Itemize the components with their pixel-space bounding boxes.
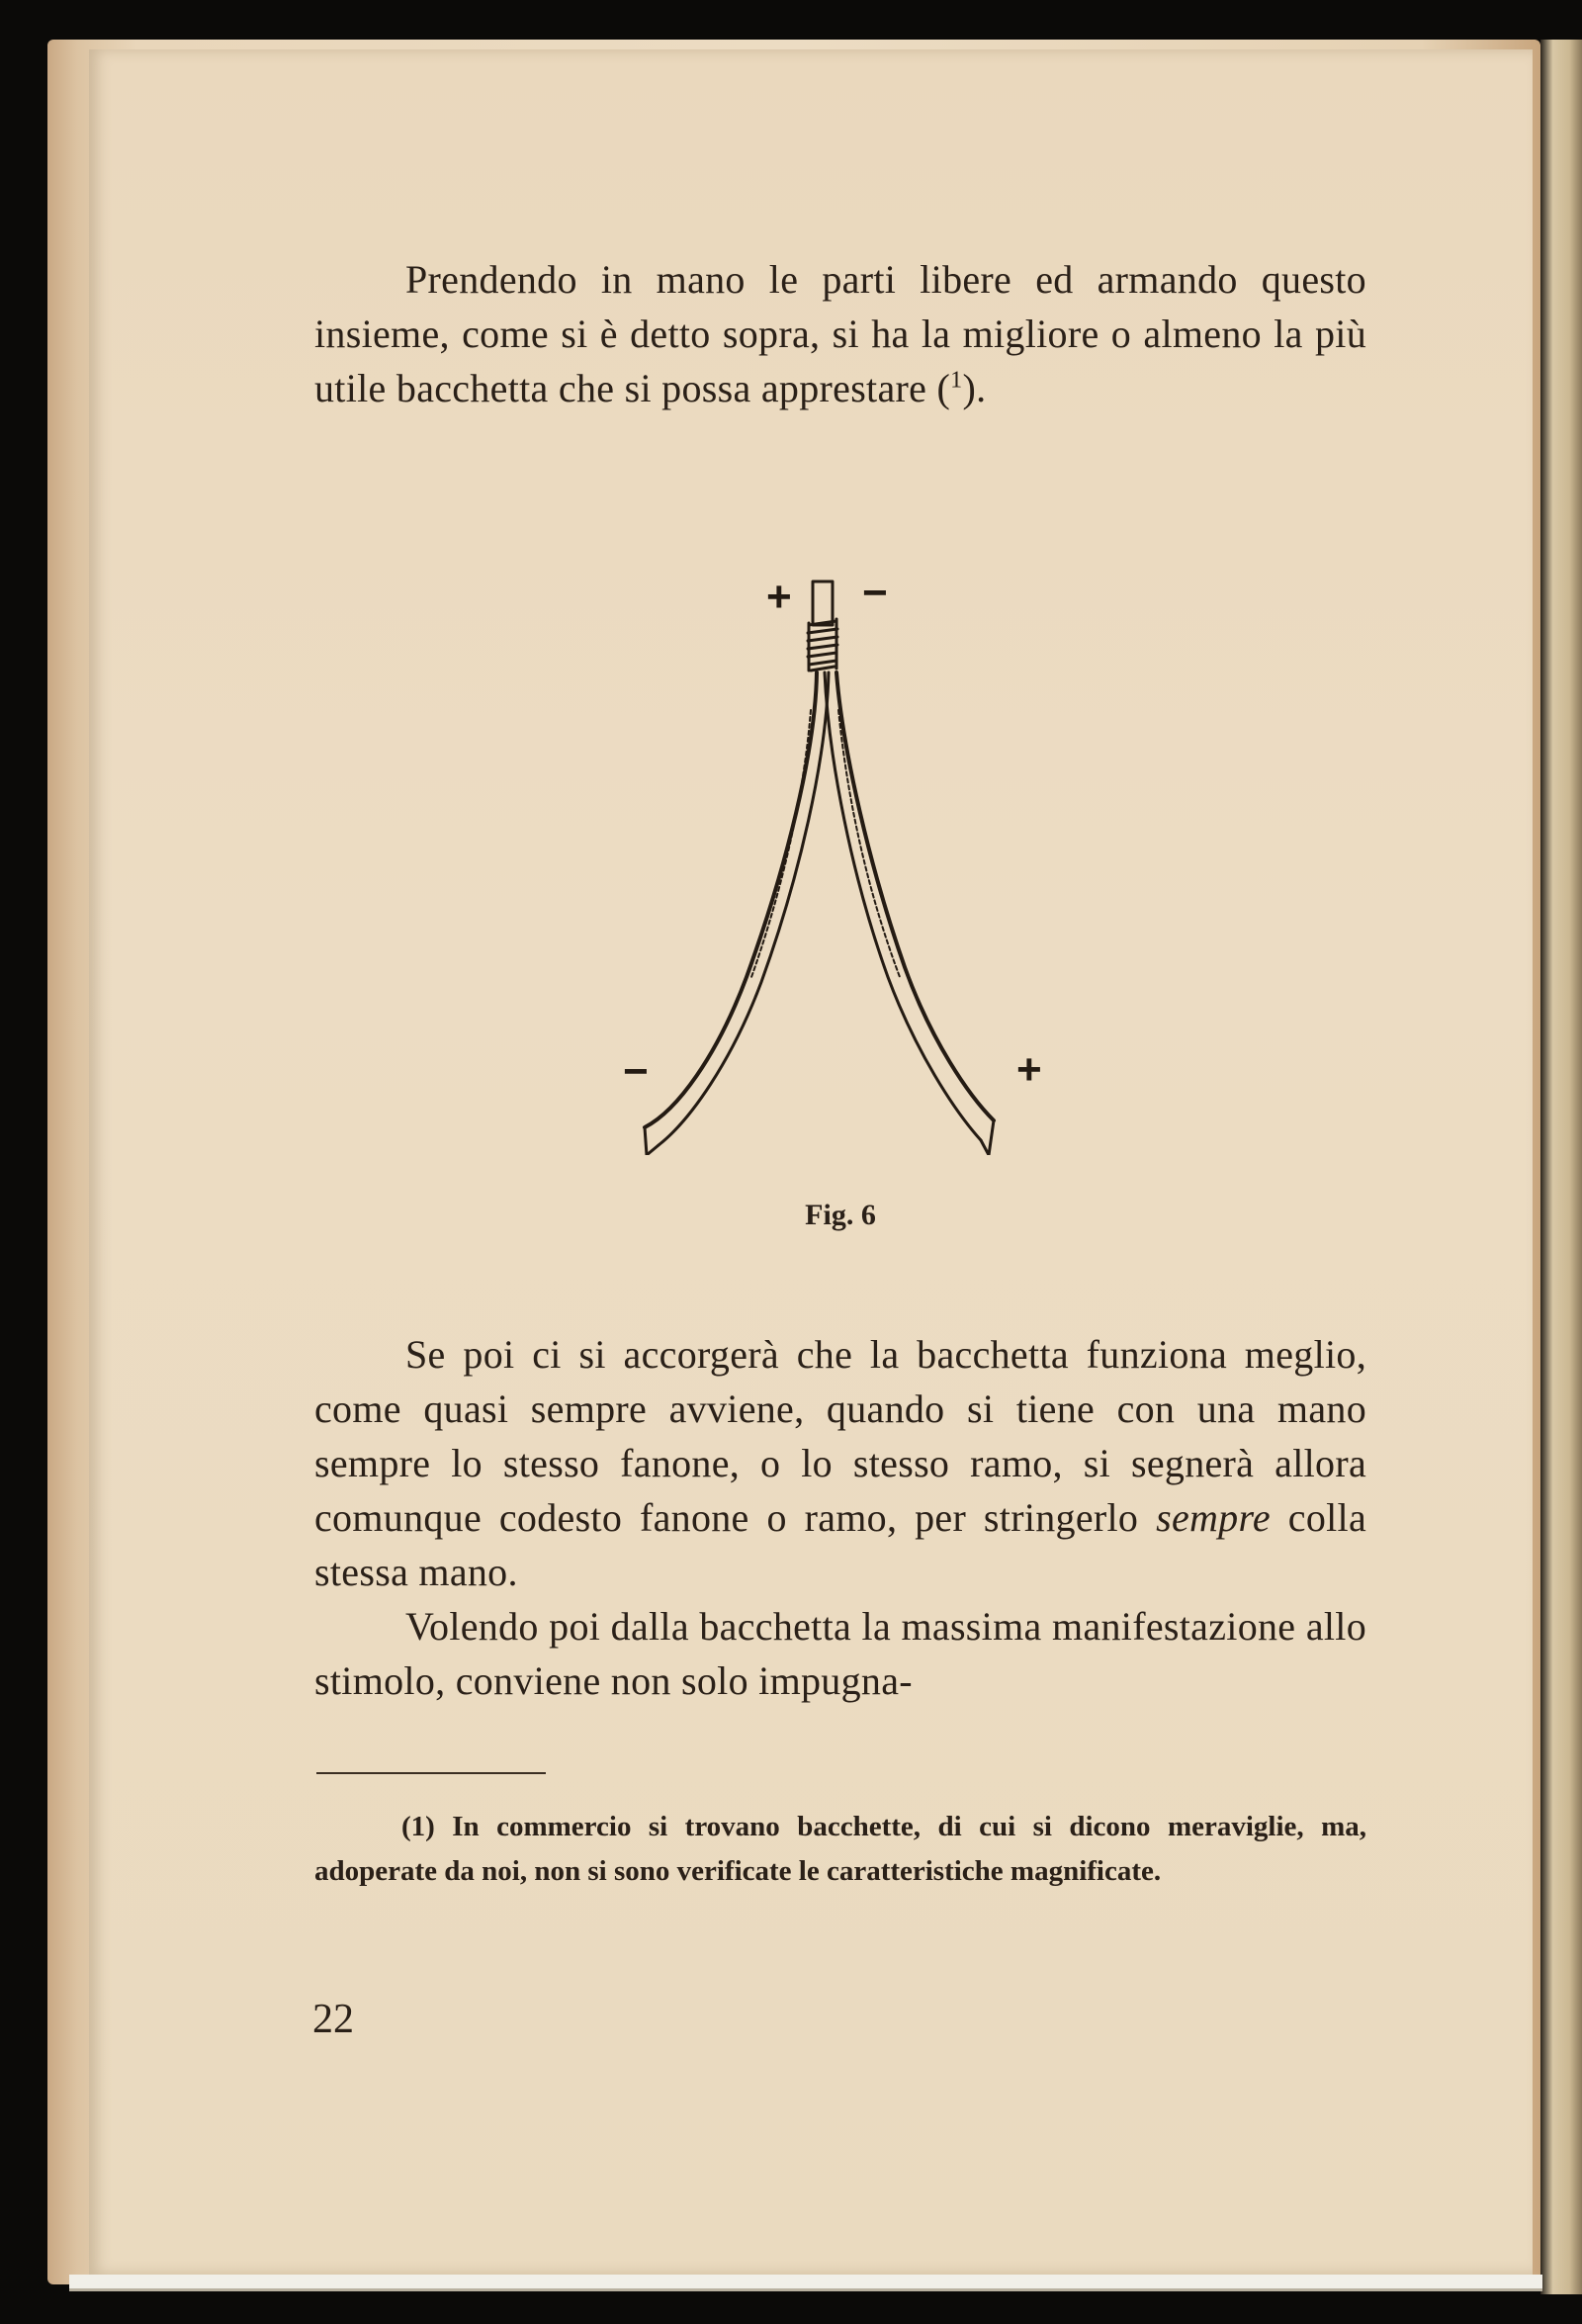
footnote-text: In commercio si trovano bacchette, di cui si dicono meraviglie, ma, adoperate da noi, non si sono verificate le caratteristiche magnificate. xyxy=(314,1811,1367,1887)
page-number: 22 xyxy=(312,1997,354,2042)
rod-right-branch xyxy=(825,672,994,1155)
figure-caption: Fig. 6 xyxy=(805,1199,876,1231)
paragraph-1 xyxy=(314,252,1366,415)
figure-label-bottom-right: + xyxy=(1016,1045,1042,1094)
rod-binding-wrap xyxy=(808,619,837,670)
paragraph-2-emphasis: sempre xyxy=(1156,1495,1271,1540)
paragraph-2-text-part2: colla stessa mano. xyxy=(314,1495,1366,1594)
paragraph-1-end: . xyxy=(976,366,987,410)
facing-page-edge xyxy=(1540,40,1582,2294)
rod-binding-top xyxy=(813,581,833,625)
figure-label-bottom-left: − xyxy=(623,1047,649,1096)
rod-left-branch xyxy=(645,672,829,1155)
paragraph-2-text-part1: Se poi ci si accorgerà che la bacchetta funziona meglio, come quasi sempre avviene, quando si tiene con una mano sempre lo stesso fanone, o lo stesso ramo, si segnerà allora comunque codesto fanone o ramo, per stringerlo xyxy=(314,1332,1366,1540)
page-bottom-edge xyxy=(69,2275,1542,2291)
figure-label-top-left: + xyxy=(766,573,792,621)
figure-6-rod-illustration xyxy=(573,562,1068,1155)
paragraph-3: Volendo poi dalla bacchetta la massima manifestazione allo stimolo, conviene non solo impugna- xyxy=(314,1604,1366,1703)
paragraph-2 xyxy=(314,1327,1366,1599)
footnote-ref: ($^1$) xyxy=(936,366,977,410)
footnote-divider xyxy=(316,1772,546,1774)
paragraph-1-text: Prendendo in mano le parti libere ed armando questo insieme, come si è detto sopra, si ha la migliore o almeno la più utile bacchetta che si possa apprestare xyxy=(314,257,1366,410)
footnote xyxy=(314,1805,1366,1894)
footnote-marker: (1) xyxy=(401,1811,435,1842)
figure-label-top-right: − xyxy=(862,569,888,617)
